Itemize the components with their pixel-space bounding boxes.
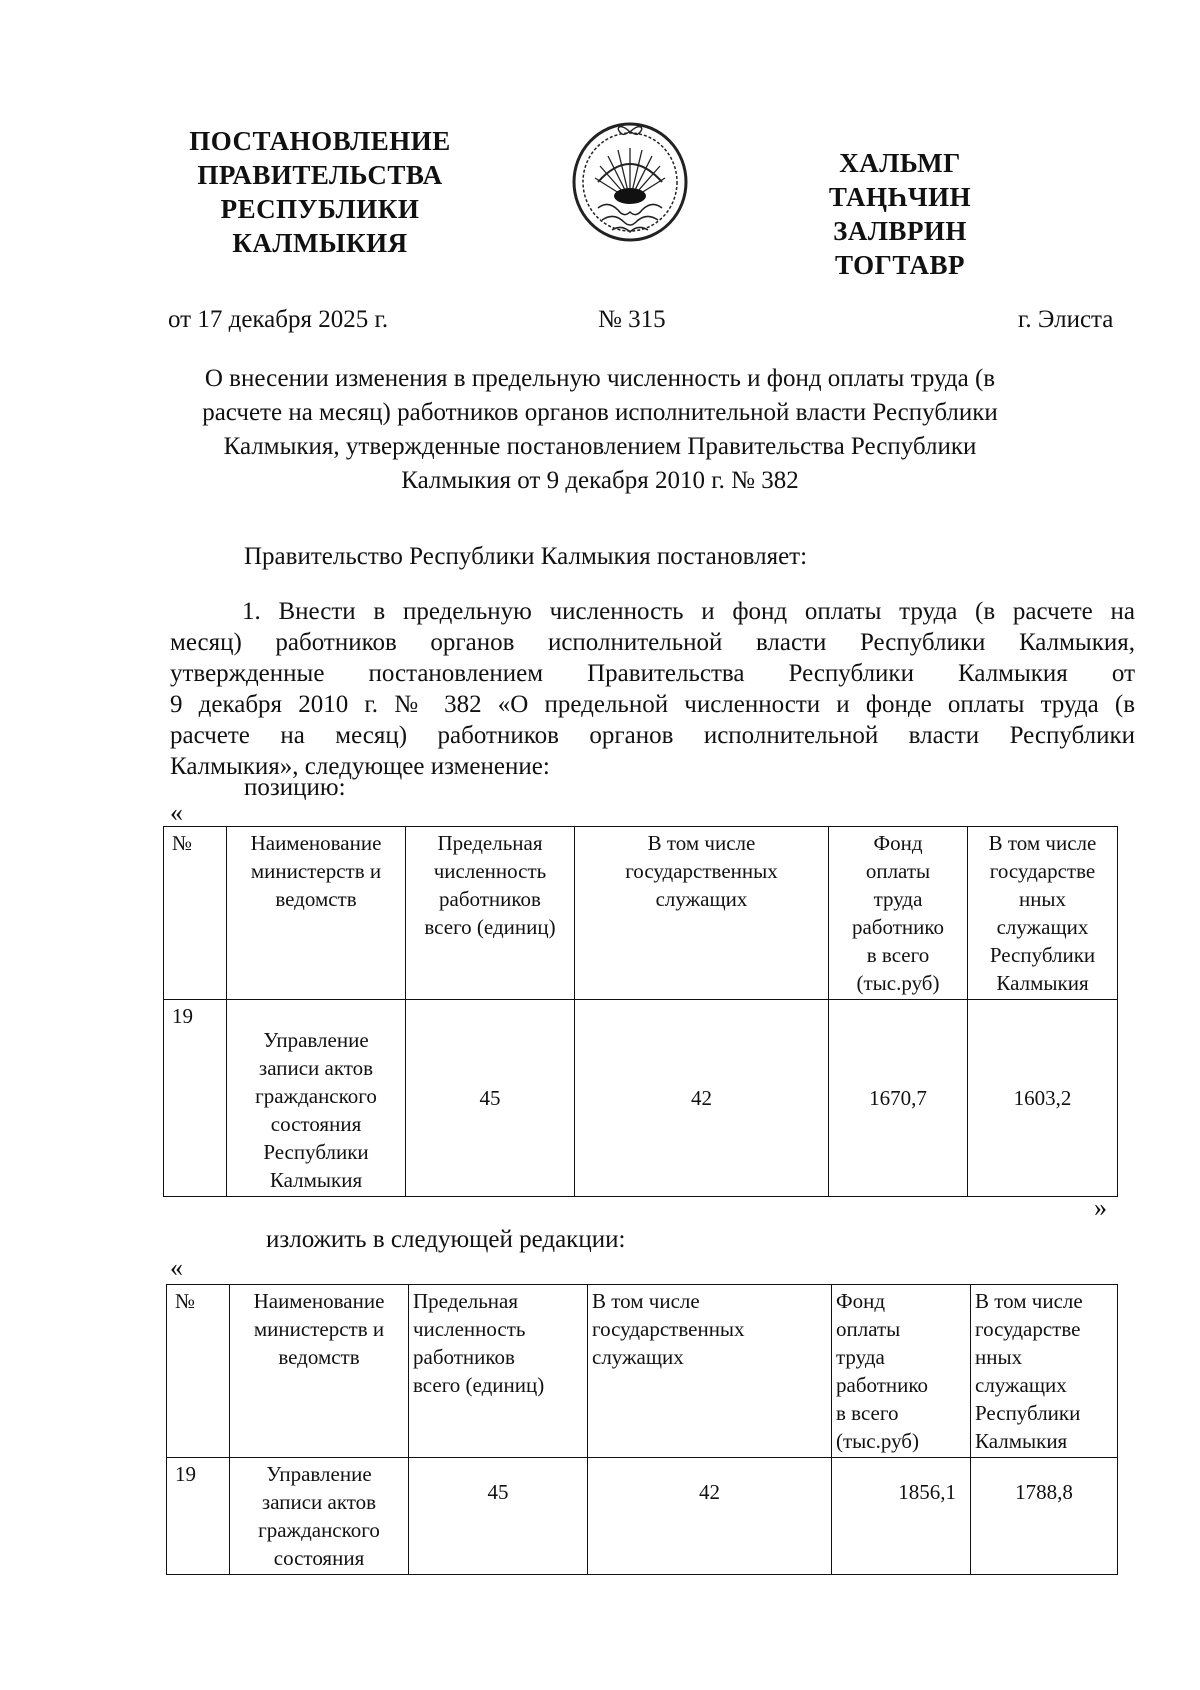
title-line: Калмыкия, утвержденные постановлением Правительства Республики [223,433,977,460]
header-text: всего (единиц) [424,915,556,939]
cell-text: Калмыкия [269,1168,363,1192]
table-header-row [167,1285,1118,1458]
table-header-row [164,827,1118,1000]
header-text: работников [439,887,541,911]
new-position-table [166,1284,1118,1575]
header-text: служащих [655,887,748,911]
header-text: В том числе [988,831,1097,855]
header-civil [575,827,829,1000]
header-fund [832,1285,971,1458]
header-text: ведомств [278,1345,360,1369]
header-right-line: ХАЛЬМГ [839,148,961,178]
header-text: служащих [975,1373,1067,1397]
document-number: № 315 [598,306,666,333]
header-num: № [167,1285,230,1458]
table-row [164,1000,1118,1197]
header-text: государственных [625,859,778,883]
replace-label: изложить в следующей редакции: [266,1226,626,1253]
cell-text: гражданского [255,1084,377,1108]
header-text: Фонд [873,831,923,855]
header-right-line: ТАҢҺЧИН [828,182,972,212]
header-text: Наименование [250,831,382,855]
cell-text: Управление [263,1028,369,1052]
cell-name [227,1000,406,1197]
header-num: № [164,827,227,1000]
header-text: в всего [866,943,930,967]
cell-text: Республики [263,1140,369,1164]
header-text: В том числе [592,1289,700,1313]
header-name [227,827,406,1000]
header-limit [409,1285,588,1458]
header-right-line: ТОГТАВР [835,250,965,280]
header-text: нных [1018,887,1067,911]
document-title [150,362,1050,498]
title-line: расчете на месяц) работников органов исполнительной власти Республики [202,399,998,426]
header-left-line: КАЛМЫКИЯ [232,228,408,258]
header-text: служащих [996,915,1089,939]
cell-civil: 42 [588,1458,832,1575]
old-position-table [163,826,1118,1197]
header-text: численность [433,859,547,883]
header-text: Предельная [437,831,543,855]
header-text: государстве [975,1317,1081,1341]
header-text: работнико [851,915,945,939]
cell-text: состояния [270,1112,362,1136]
header-limit [406,827,575,1000]
cell-fund-civil: 1603,2 [968,1000,1118,1197]
header-text: ведомств [275,887,357,911]
header-text: В том числе [975,1289,1083,1313]
cell-limit: 45 [409,1458,588,1575]
item-1-line: Калмыкия», следующее изменение: [170,753,550,780]
header-text: министерств и [253,1317,385,1341]
header-right-line: ЗАЛВРИН [833,216,967,246]
cell-text: гражданского [258,1518,380,1542]
item-1-paragraph [170,596,1135,782]
cell-civil: 42 [575,1000,829,1197]
cell-num: 19 [164,1000,227,1197]
header-text: работников [413,1345,515,1369]
title-line: О внесении изменения в предельную численность и фонд оплаты труда (в [204,365,996,392]
header-left-title [150,124,490,260]
header-text: Наименование [253,1289,385,1313]
cell-fund: 1670,7 [829,1000,968,1197]
header-text: всего (единиц) [413,1373,545,1397]
header-text: служащих [592,1345,684,1369]
header-fund [829,827,968,1000]
header-left-line: РЕСПУБЛИКИ [220,194,420,224]
header-text: работнико [836,1373,929,1397]
cell-text: состояния [273,1546,365,1570]
header-text: (тыс.руб) [856,971,940,995]
open-quote: « [170,798,183,827]
header-right-title [790,146,1010,282]
cell-num: 19 [167,1458,230,1575]
item-1-line: утвержденные постановлением Правительства Республики Калмыкия от [170,660,1135,687]
header-text: оплаты [836,1317,901,1341]
header-left-line: ПОСТАНОВЛЕНИЕ [189,126,451,156]
header-text: В том числе [647,831,756,855]
cell-text: Управление [266,1462,372,1486]
header-fund-civil [968,827,1118,1000]
header-name [230,1285,409,1458]
header-text: Фонд [836,1289,886,1313]
open-quote-2: « [170,1253,183,1282]
header-text: министерств и [250,859,382,883]
header-text: государственных [592,1317,745,1341]
header-text: в всего [836,1401,899,1425]
header-text: (тыс.руб) [836,1429,919,1453]
item-1-line: расчете на месяц) работников органов исполнительной власти Республики [170,722,1135,749]
item-1-line: 9 декабря 2010 г. № 382 «О предельной численности и фонде оплаты труда (в [170,691,1135,718]
header-text: Калмыкия [996,971,1089,995]
item-1-line: месяц) работников органов исполнительной власти Республики Калмыкия, [170,629,1135,656]
cell-fund: 1856,1 [832,1458,971,1575]
resolution-intro: Правительство Республики Калмыкия постановляет: [244,543,808,570]
header-fund-civil [971,1285,1118,1458]
table-row [167,1458,1118,1575]
title-line: Калмыкия от 9 декабря 2010 г. № 382 [401,467,799,494]
header-text: Республики [975,1401,1081,1425]
item-1-line: 1. Внести в предельную численность и фонд оплаты труда (в расчете на [242,598,1135,625]
cell-name [230,1458,409,1575]
position-label: позицию: [244,774,346,801]
header-text: Предельная [413,1289,518,1313]
cell-text: записи актов [258,1056,374,1080]
header-text: государстве [989,859,1096,883]
header-left-line: ПРАВИТЕЛЬСТВА [197,160,443,190]
cell-limit: 45 [406,1000,575,1197]
cell-fund-civil: 1788,8 [971,1458,1118,1575]
document-date: от 17 декабря 2025 г. [168,306,389,333]
header-text: Калмыкия [975,1429,1068,1453]
header-text: численность [413,1317,526,1341]
document-city: г. Элиста [1018,306,1114,333]
kalmykia-coat-of-arms-icon [568,108,692,248]
header-civil [588,1285,832,1458]
cell-text: записи актов [261,1490,377,1514]
close-quote: » [1094,1193,1107,1222]
header-text: труда [873,887,923,911]
header-text: оплаты [865,859,931,883]
header-text: труда [836,1345,885,1369]
header-text: Республики [989,943,1096,967]
header-text: нных [975,1345,1023,1369]
